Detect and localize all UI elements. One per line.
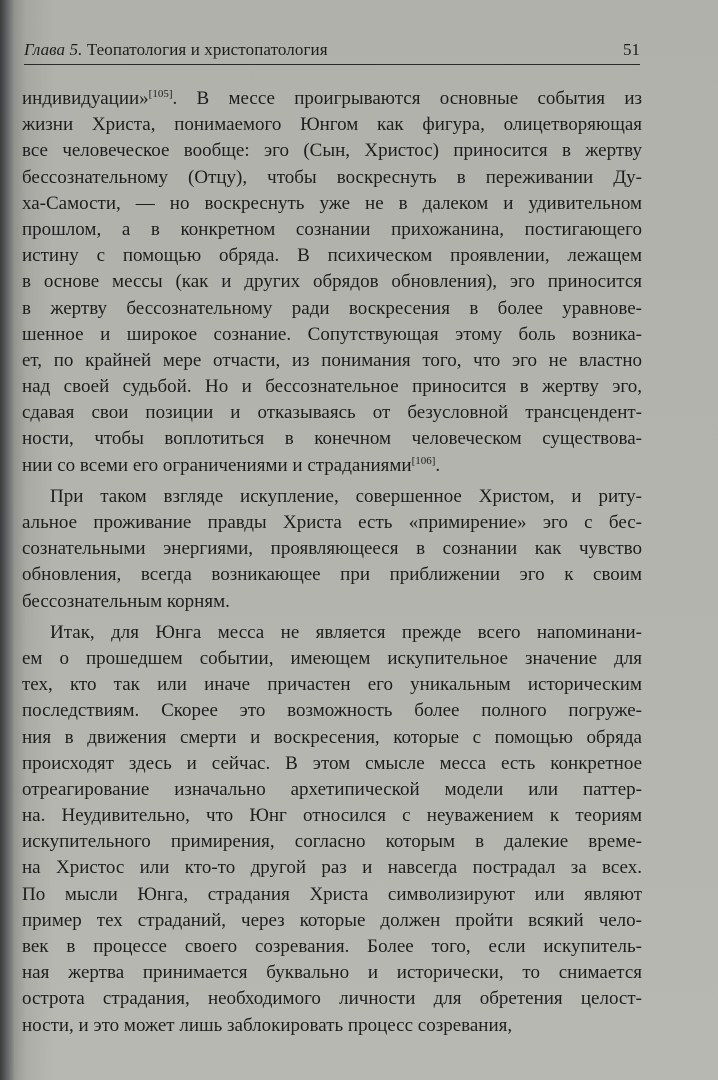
- text-line: [22, 165, 642, 191]
- text-line: [22, 191, 642, 217]
- text-line: [22, 672, 642, 698]
- text-line: [22, 536, 642, 562]
- text-run: все человеческое вообще: эго (Сын, Христос) приносится в жертву: [22, 140, 642, 162]
- text-line: [22, 426, 642, 452]
- text-line: [22, 400, 642, 426]
- text-line: [22, 138, 642, 164]
- text-run: По мысли Юнга, страдания Христа символизируют или являют: [22, 883, 642, 905]
- text-run: на Христос или кто-то другой раз и навсегда пострадал за всех.: [22, 857, 642, 879]
- text-run: нии со всеми его ограничениями и страданиями: [22, 454, 412, 476]
- text-line: [22, 112, 642, 138]
- text-run: ем о прошедшем событии, имеющем искупительное значение для: [22, 647, 642, 669]
- text-line: [22, 484, 642, 510]
- text-run: ха-Самости, — но воскреснуть уже не в далеком и удивительном: [22, 192, 642, 214]
- running-header: [24, 36, 640, 65]
- text-run: отреагирование изначально архетипической модели или паттер-: [22, 778, 642, 800]
- text-line: [22, 296, 642, 322]
- page-number: 51: [623, 40, 640, 59]
- text-run: ности, чтобы воплотиться в конечном человеческом существова-: [22, 428, 642, 450]
- text-line: [22, 243, 642, 269]
- text-run: прошлом, а в конкретном сознании прихожанина, постигающего: [22, 218, 642, 240]
- text-line: [22, 562, 642, 588]
- text-line: [22, 217, 642, 243]
- text-run: ности, и это может лишь заблокировать процесс созревания,: [22, 1014, 513, 1036]
- text-line: [22, 882, 642, 908]
- text-line: [22, 646, 642, 672]
- text-line: [22, 777, 642, 803]
- text-run: истину с помощью обряда. В психическом проявлении, лежащем: [22, 245, 642, 267]
- text-line: [22, 855, 642, 881]
- text-line: [22, 86, 642, 112]
- text-line: [22, 374, 642, 400]
- text-run: .: [435, 454, 441, 476]
- chapter-title: Теопатология и христопатология: [86, 40, 328, 59]
- text-run: на. Неудивительно, что Юнг относился с неуважением к теориям: [22, 805, 642, 827]
- text-line: [22, 829, 642, 855]
- text-run: жизни Христа, понимаемого Юнгом как фигура, олицетворяющая: [22, 114, 642, 136]
- text-run: Итак, для Юнга месса не является прежде всего напоминани-: [50, 621, 642, 643]
- text-line: [22, 751, 642, 777]
- text-line: [22, 960, 642, 986]
- text-run: бессознательному (Отцу), чтобы воскреснуть в переживании Ду-: [22, 166, 642, 188]
- text-line: [22, 322, 642, 348]
- text-line: [22, 620, 642, 646]
- text-run: пример тех страданий, через которые должен пройти всякий чело-: [22, 909, 642, 931]
- text-line: [22, 803, 642, 829]
- text-run: ет, по крайней мере отчасти, из понимания того, что эго не властно: [22, 349, 642, 371]
- text-run: ния в движения смерти и воскресения, которые с помощью обряда: [22, 726, 642, 748]
- text-run: При таком взгляде искупление, совершенное Христом, и риту-: [50, 485, 642, 507]
- text-line: [22, 986, 642, 1012]
- text-run: ная жертва принимается буквально и исторически, то снимается: [22, 962, 642, 984]
- text-run: . В мессе проигрываются основные события из: [172, 88, 642, 109]
- text-run: индивидуации»: [22, 88, 149, 109]
- text-run: искупительного примирения, согласно которым в далекие време-: [22, 831, 642, 853]
- text-run: альное проживание правды Христа есть «примирение» эго с бес-: [22, 512, 642, 533]
- chapter-heading: [24, 40, 328, 60]
- text-run: обновления, всегда возникающее при приближении эго к своим: [22, 564, 642, 586]
- text-line: [22, 725, 642, 751]
- paragraph: [22, 484, 642, 615]
- text-run: тех, кто так или иначе причастен его уникальным историческим: [22, 674, 642, 696]
- text-run: в жертву бессознательному ради воскресения в более уравнове-: [22, 297, 642, 319]
- text-run: сдавая свои позиции и отказываясь от безусловной трансцендент-: [22, 402, 642, 424]
- paragraph: [22, 86, 642, 479]
- paragraph: [22, 620, 642, 1039]
- footnote-ref: [105]: [148, 88, 173, 100]
- text-line: [22, 348, 642, 374]
- text-line: [22, 453, 642, 479]
- text-line: [22, 269, 642, 295]
- text-line: [22, 908, 642, 934]
- text-run: век в процессе своего созревания. Более того, если искупитель-: [22, 936, 642, 957]
- text-line: [22, 698, 642, 724]
- footnote-ref: [106]: [411, 454, 436, 467]
- text-line: [22, 1013, 642, 1039]
- text-run: происходят здесь и сейчас. В этом смысле месса есть конкретное: [22, 752, 642, 774]
- book-page: [14, 0, 718, 1080]
- text-run: над своей судьбой. Но и бессознательное приносится в жертву эго,: [22, 376, 642, 398]
- text-run: острота страдания, необходимого личности для обретения целост-: [22, 988, 642, 1010]
- text-run: сознательными энергиями, проявляющееся в сознании как чувство: [22, 538, 642, 560]
- text-run: бессознательным корням.: [22, 590, 230, 612]
- text-line: [22, 510, 642, 536]
- chapter-label: Глава 5.: [24, 40, 83, 59]
- text-line: [22, 934, 642, 960]
- text-run: последствиям. Скорее это возможность более полного погруже-: [22, 700, 642, 722]
- text-run: в основе мессы (как и других обрядов обновления), эго приносится: [22, 271, 642, 293]
- body-text: [22, 86, 642, 1039]
- text-run: шенное и широкое сознание. Сопутствующая этому боль возника-: [22, 323, 642, 345]
- text-line: [22, 589, 642, 615]
